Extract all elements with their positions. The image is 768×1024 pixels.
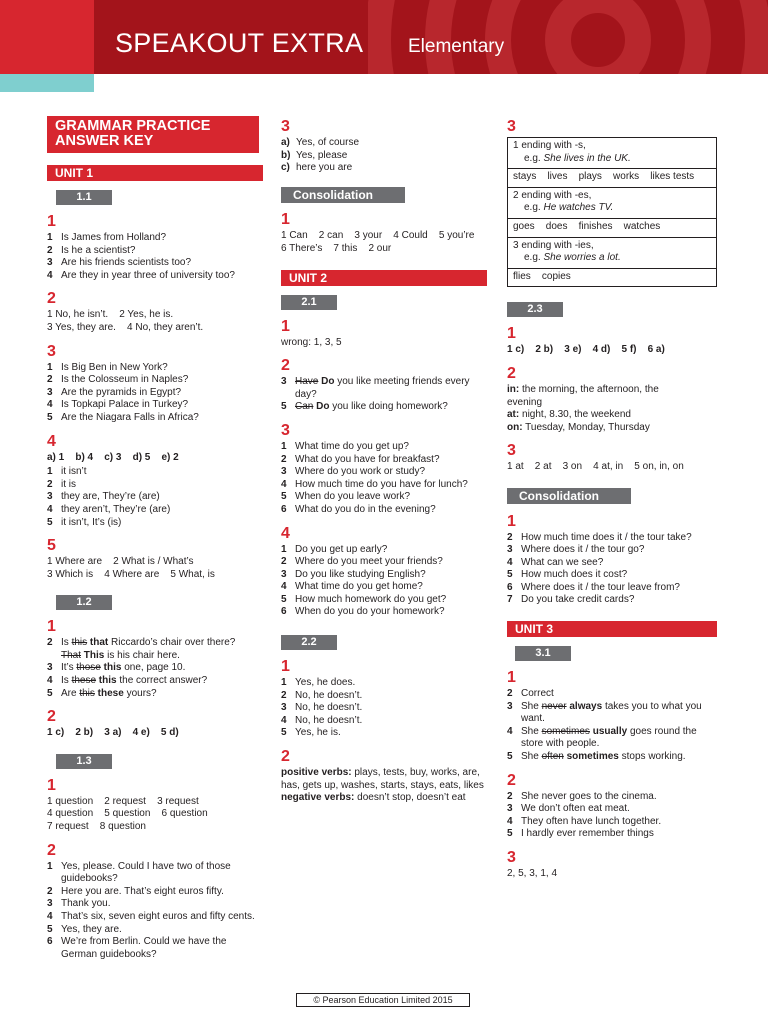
answer-line: 1 No, he isn’t. 2 Yes, he is. xyxy=(47,309,174,321)
exercise-number: 3 xyxy=(281,118,290,135)
exercise-number: 1 xyxy=(281,211,290,229)
answer-line: 1 c) 2 b) 3 a) 4 e) 5 d) xyxy=(47,727,179,739)
answer-line: 3 Yes, they are. 4 No, they aren’t. xyxy=(47,321,204,333)
table-row: 3 ending with -ies, e.g. She worries a lot. xyxy=(508,238,716,269)
page-header xyxy=(0,0,768,74)
exercise-list: 2 Is this that Riccardo’s chair over there? That This is his chair here. 3 It’s those this one, page 10. 4 Is these this the correct answer? 5 Are this these yours? xyxy=(47,637,236,699)
header-teal-strip xyxy=(0,74,94,92)
doc-title: GRAMMAR PRACTICE ANSWER KEY xyxy=(47,116,259,153)
answer-line: 1 at 2 at 3 on 4 at, in 5 on, in, on xyxy=(507,461,684,473)
answer-paragraph: on: Tuesday, Monday, Thursday xyxy=(507,421,650,433)
unit-1-heading: UNIT 1 xyxy=(47,165,263,181)
spelling-table xyxy=(507,137,717,287)
exercise-number: 5 xyxy=(47,537,56,555)
unit-2-heading: UNIT 2 xyxy=(281,270,487,286)
exercise-number: 1 xyxy=(47,213,56,230)
exercise-list: 2 Correct 3 She never always takes you to what you want. 4 She sometimes usually goes round the store with people. 5 She often sometimes stops working. xyxy=(507,688,702,763)
answer-line: 2, 5, 3, 1, 4 xyxy=(507,868,558,879)
section-3-1-tag: 3.1 xyxy=(515,646,571,661)
unit-3-heading: UNIT 3 xyxy=(507,621,717,637)
exercise-number: 3 xyxy=(507,849,516,866)
exercise-number: 1 xyxy=(281,317,290,335)
exercise-list: 1 What time do you get up? 2 What do you have for breakfast? 3 Where do you work or study? 4 How much time do you have for lunch? 5 When do you leave work? 6 What do you do in the evening? xyxy=(281,440,468,515)
answer-paragraph: positive verbs: plays, tests, buy, works, are, has, gets up, washes, starts, stays, eats, likes xyxy=(281,767,484,791)
exercise-number: 1 xyxy=(281,658,290,676)
table-row: 2 ending with -es, e.g. He watches TV. xyxy=(508,188,716,219)
column-2 xyxy=(281,116,487,805)
exercise-list: 1 Is James from Holland? 2 Is he a scientist? 3 Are his friends scientists too? 4 Are they in year three of university too? xyxy=(47,232,235,281)
answer-line: 4 question 5 question 6 question xyxy=(47,808,208,820)
answer-line: 1 Where are 2 What is / What’s xyxy=(47,556,194,568)
exercise-number: 4 xyxy=(47,432,56,450)
answer-line: 1 c) 2 b) 3 e) 4 d) 5 f) 6 a) xyxy=(507,344,665,356)
exercise-list: 1 Yes, please. Could I have two of those guidebooks? 2 Here you are. That’s eight euros fifty. 3 Thank you. 4 That’s six, seven eight euros and fifty cents. 5 Yes, they are. 6 We’re from Berlin. Could we have the German guidebooks? xyxy=(47,860,255,960)
exercise-number: 3 xyxy=(507,442,516,460)
exercise-number: 2 xyxy=(47,841,56,859)
exercise-number: 1 xyxy=(507,512,516,530)
header-subtitle: Elementary xyxy=(408,36,505,57)
column-1 xyxy=(47,116,263,961)
answer-paragraph: in: the morning, the afternoon, the evening xyxy=(507,383,659,408)
answer-line: a) 1 b) 4 c) 3 d) 5 e) 2 xyxy=(47,451,179,463)
exercise-number: 2 xyxy=(281,748,290,766)
exercise-number: 2 xyxy=(507,364,516,382)
table-row: goes does finishes watches xyxy=(508,219,716,238)
exercise-number: 2 xyxy=(507,771,516,789)
answer-line: 3 Which is 4 Where are 5 What, is xyxy=(47,568,215,580)
answer-line: wrong: 1, 3, 5 xyxy=(281,336,342,348)
consolidation-tag: Consolidation xyxy=(281,187,405,203)
exercise-number: 1 xyxy=(507,325,516,343)
exercise-number: 2 xyxy=(47,708,56,726)
answer-line: 7 request 8 question xyxy=(47,821,146,833)
consolidation-tag: Consolidation xyxy=(507,488,631,504)
header-title: SPEAKOUT EXTRA xyxy=(115,28,364,58)
table-row: stays lives plays works likes tests xyxy=(508,169,716,188)
exercise-list: 2 She never goes to the cinema. 3 We don’t often eat meat. 4 They often have lunch together. 5 I hardly ever remember things xyxy=(507,790,662,840)
column-3 xyxy=(507,116,717,881)
section-2-1-tag: 2.1 xyxy=(281,295,337,310)
exercise-list: 1 Is Big Ben in New York? 2 Is the Colosseum in Naples? 3 Are the pyramids in Egypt? 4 Is Topkapi Palace in Turkey? 5 Are the Niagara Falls in Africa? xyxy=(47,361,199,423)
answer-line: 1 question 2 request 3 request xyxy=(47,795,199,807)
answer-line: 1 Can 2 can 3 your 4 Could 5 you’re xyxy=(281,230,475,242)
exercise-number: 4 xyxy=(281,524,290,542)
exercise-number: 3 xyxy=(507,118,516,135)
copyright-footer: © Pearson Education Limited 2015 xyxy=(296,993,470,1007)
exercise-list: 3 Have Do you like meeting friends every day? 5 Can Do you like doing homework? xyxy=(281,376,470,413)
exercise-number: 1 xyxy=(47,776,56,794)
exercise-number: 3 xyxy=(281,421,290,439)
answer-paragraph: negative verbs: doesn’t stop, doesn’t eat xyxy=(281,792,466,804)
section-1-1-tag: 1.1 xyxy=(56,190,112,205)
section-2-2-tag: 2.2 xyxy=(281,635,337,650)
table-row: flies copies xyxy=(513,270,571,282)
section-1-2-tag: 1.2 xyxy=(56,595,112,610)
exercise-list: 1 Do you get up early? 2 Where do you meet your friends? 3 Do you like studying English? 4 What time do you get home? 5 How much homework do you get? 6 When do you do your homework? xyxy=(281,543,447,618)
answer-paragraph: at: night, 8.30, the weekend xyxy=(507,409,631,421)
exercise-number: 1 xyxy=(47,618,56,636)
answer-line: 6 There’s 7 this 2 our xyxy=(281,242,392,254)
exercise-number: 2 xyxy=(47,290,56,308)
header-accent-block xyxy=(0,0,94,74)
exercise-list: 1 it isn’t 2 it is 3 they are, They’re (are) 4 they aren’t, They’re (are) 5 it isn’t, It’s (is) xyxy=(47,466,171,528)
exercise-number: 1 xyxy=(507,669,516,687)
exercise-list: a) Yes, of course b) Yes, please c) here you are xyxy=(281,137,360,174)
exercise-list: 1 Yes, he does. 2 No, he doesn’t. 3 No, he doesn’t. 4 No, he doesn’t. 5 Yes, he is. xyxy=(281,677,363,739)
exercise-list: 2 How much time does it / the tour take? 3 Where does it / the tour go? 4 What can we see? 5 How much does it cost? 6 Where does it / the tour leave from? 7 Do you take credit cards? xyxy=(507,531,692,606)
exercise-number: 3 xyxy=(47,342,56,360)
section-2-3-tag: 2.3 xyxy=(507,302,563,317)
section-1-3-tag: 1.3 xyxy=(56,754,112,769)
table-row: 1 ending with -s, e.g. She lives in the UK. xyxy=(508,138,716,169)
exercise-number: 2 xyxy=(281,357,290,375)
